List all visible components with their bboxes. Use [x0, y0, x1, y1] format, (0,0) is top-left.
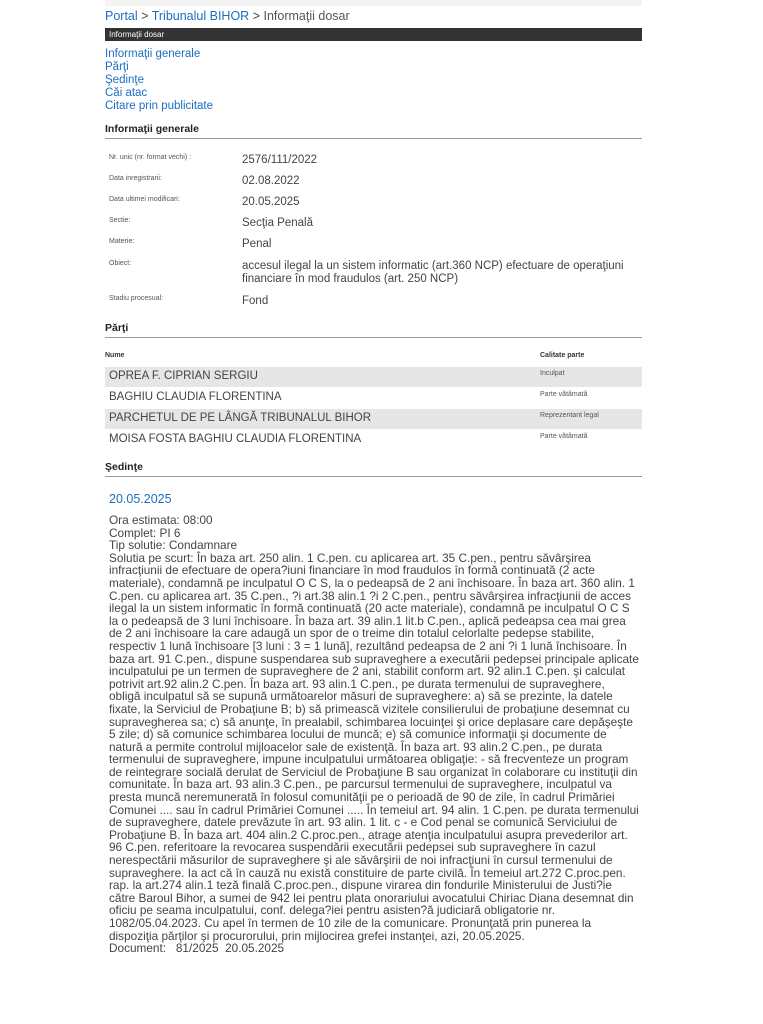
info-value: Fond	[242, 295, 269, 307]
party-name: MOISA FOSTA BAGHIU CLAUDIA FLORENTINA	[109, 433, 362, 445]
info-label: Data inregistrarii:	[109, 175, 162, 182]
party-calitate: Inculpat	[540, 370, 565, 377]
breadcrumb-separator: >	[141, 9, 149, 23]
info-value: Penal	[242, 238, 272, 250]
breadcrumb-portal-link[interactable]: Portal	[105, 9, 138, 23]
column-header-calitate: Calitate parte	[540, 352, 585, 359]
breadcrumb-current: Informaţii dosar	[263, 9, 350, 23]
party-calitate: Parte vătămată	[540, 433, 588, 440]
table-row	[105, 367, 642, 387]
page-header-bar: Informaţii dosar	[105, 28, 642, 41]
nav-link-informatii-generale[interactable]: Informaţii generale	[105, 48, 201, 60]
nav-link-sedinte[interactable]: Şedinţe	[105, 74, 145, 86]
info-value: Secţia Penală	[242, 217, 313, 229]
info-label: Materie:	[109, 238, 135, 245]
column-header-nume: Nume	[105, 352, 125, 359]
table-row	[105, 430, 642, 450]
info-label: Obiect:	[109, 260, 132, 267]
breadcrumb	[105, 9, 350, 23]
info-value: 20.05.2025	[242, 196, 300, 208]
info-label: Data ultimei modificari:	[109, 196, 180, 203]
parti-table-header	[105, 352, 642, 359]
sedinta-complet: Complet: PI 6	[109, 525, 181, 540]
party-calitate: Parte vătămată	[540, 391, 588, 398]
sedinta-tip-solutie: Tip solutie: Condamnare	[109, 538, 238, 553]
breadcrumb-separator: >	[252, 9, 260, 23]
party-calitate: Reprezentant legal	[540, 412, 599, 419]
nav-link-citare-publicitate[interactable]: Citare prin publicitate	[105, 100, 214, 112]
table-row	[105, 409, 642, 429]
info-label: Sectie:	[109, 217, 131, 224]
info-value: 2576/111/2022	[242, 154, 318, 166]
section-nav	[105, 48, 213, 113]
section-title-informatii-generale: Informaţii generale	[105, 123, 642, 139]
table-row	[105, 388, 642, 408]
breadcrumb-tribunal-link[interactable]: Tribunalul BIHOR	[151, 9, 250, 23]
sedinta-date: 20.05.2025	[109, 492, 172, 506]
info-label: Stadiu procesual:	[109, 295, 164, 302]
party-name: PARCHETUL DE PE LÂNGĂ TRIBUNALUL BIHOR	[109, 412, 372, 424]
info-value: accesul ilegal la un sistem informatic (art.360 NCP) efectuare de operaţiuni financiare în mod fraudulos (art. 250 NCP)	[242, 260, 624, 285]
party-name: BAGHIU CLAUDIA FLORENTINA	[109, 391, 282, 403]
section-title-parti: Părţi	[105, 322, 642, 338]
nav-link-parti[interactable]: Părţi	[105, 61, 129, 73]
sedinta-document: Document: 81/2025 20.05.2025	[109, 941, 285, 956]
top-edge	[105, 0, 642, 6]
section-title-sedinte: Şedinţe	[105, 461, 642, 477]
info-label: Nr. unic (nr. format vechi) :	[109, 154, 192, 161]
party-name: OPREA F. CIPRIAN SERGIU	[109, 370, 258, 382]
sedinta-solutie: Solutia pe scurt: În baza art. 250 alin. 1 C.pen. cu aplicarea art. 35 C.pen., pentru săvârşirea infracţiunii de efectuare de opera?iuni financiare în mod fraudulos în formă continuată (2 acte materiale), condamnă pe inculpatul O C S, la o pedeapsă de 2 ani închisoare. În baza art. 360 alin. 1 C.pen. cu aplicarea art. 35 C.pen., ?i art.38 alin.1 ?i 2 C.pen., pentru săvârşirea infracţiunii de acces ilegal la un sistem informatic în formă continuată (20 acte materiale), condamnă pe inculpatul O C S la o pedeapsă de 3 luni închisoare. În baza art. 39 alin.1 lit.b C.pen., aplică pedeapsa cea mai grea de 2 ani închisoare la care adaugă un spor de o treime din totalul celorlalte pedepse stabilite, respectiv 1 lună închisoare [3 luni : 3 = 1 lună], rezultând pedeapsa de 2 ani ?i 1 lună închisoare. În baza art. 91 C.pen., dispune suspendarea sub supraveghere a executării pedepsei principale aplicate inculpatului pe un termen de supraveghere de 2 ani, stabilit conform art. 92 alin.1 C.pen. şi calculat potrivit art.92 alin.2 C.pen. În baza art. 93 alin.1 C.pen., pe durata termenului de supraveghere, obligă inculpatul să se supună următoarelor măsuri de supraveghere: a) să se prezinte, la datele fixate, la Serviciul de Probaţiune B; b) să primească vizitele consilierului de probaţiune desemnat cu supravegherea sa; c) să anunţe, în prealabil, schimbarea locuinţei şi orice deplasare care depăşeşte 5 zile; d) să comunice schimbarea locului de muncă; e) să comunice informaţii şi documente de natură a permite controlul mijloacelor sale de existenţă. În baza art. 93 alin.2 C.pen., pe durata termenului de supraveghere, impune inculpatului următoarea obligaţie: - să frecventeze un program de reintegrare socială derulat de Serviciul de Probaţiune B sau organizat în colaborare cu instituţii din comunitate. În baza art. 93 alin.3 C.pen., pe parcursul termenului de supraveghere, inculpatul va presta muncă neremunerată în folosul comunităţii pe o perioadă de 90 de zile, în cadrul Primăriei Comunei .... sau în cadrul Primăriei Comunei ..... În temeiul art. 94 alin. 1 C.pen. pe durata termenului de supraveghere, datele prevăzute în art. 93 alin. 1 lit. c - e Cod penal se comunică Serviciului de Probaţiune B. În baza art. 404 alin.2 C.proc.pen., atrage atenţia inculpatului asupra prevederilor art. 96 C.pen. referitoare la revocarea suspendării executării pedepsei sub supraveghere în cazul nerespectării măsurilor de supraveghere şi ale săvârşirii de noi infracţiuni în cursul termenului de supraveghere. Ia act că în cauză nu există constituire de parte civilă. În temeiul art.272 C.proc.pen. rap. la art.274 alin.1 teză finală C.proc.pen., dispune virarea din fondurile Ministerului de Justi?ie către Baroul Bihor, a sumei de 942 lei pentru plata onorariului avocatului Chiriac Diana desemnat din oficiu pe seama inculpatului, conf. delega?iei pentru asisten?ă judiciară obligatorie nr. 1082/05.04.2023. Cu apel în termen de 10 zile de la comunicare. Pronunţată prin punerea la dispoziţia părţilor şi procurorului, prin mijlocirea grefei instanţei, azi, 20.05.2025.	[109, 550, 639, 943]
info-value: 02.08.2022	[242, 175, 300, 187]
sedinta-ora: Ora estimata: 08:00	[109, 513, 213, 527]
sedinta-details	[109, 514, 639, 955]
nav-link-cai-atac[interactable]: Căi atac	[105, 87, 148, 99]
